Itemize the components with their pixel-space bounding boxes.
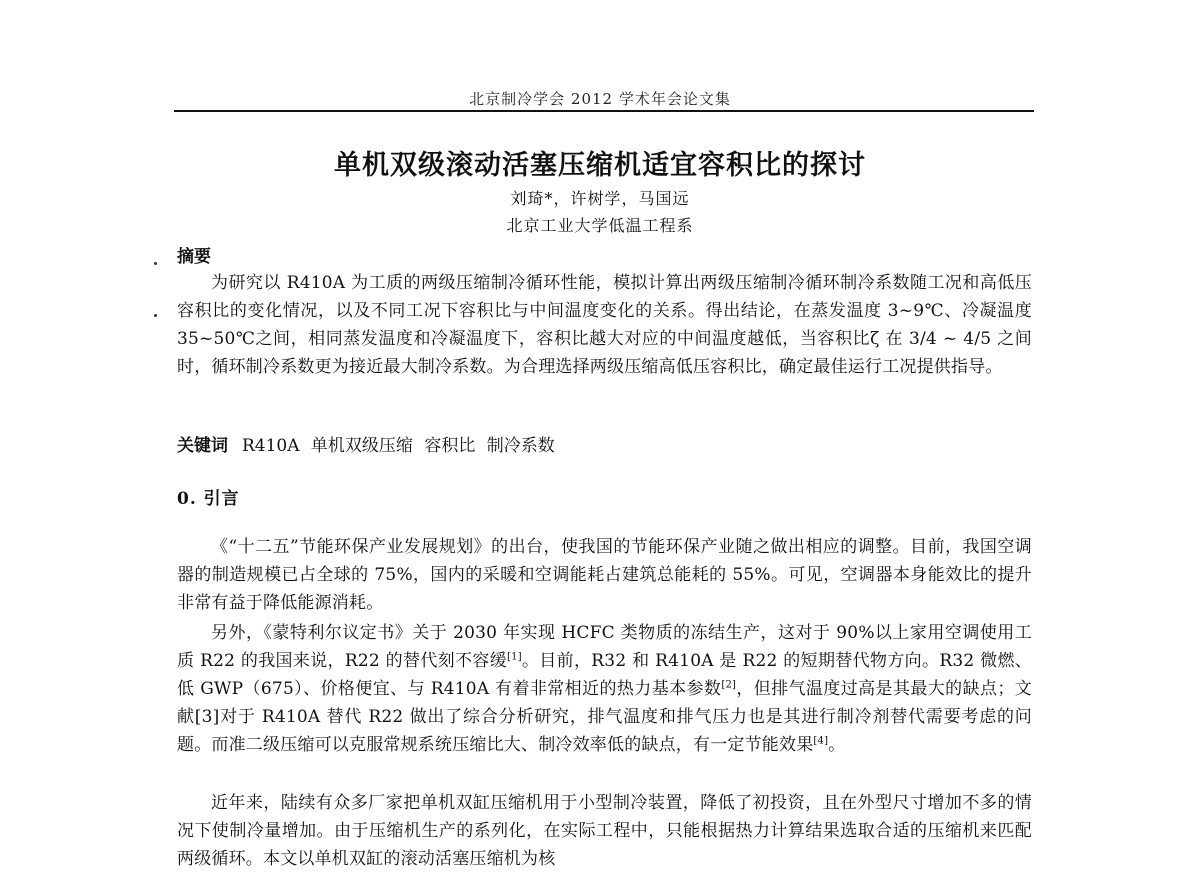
paragraph-text: ，但排气温度过高是其最大的缺点；文献[3]对于 R410A 替代 R22 做出了综合分析研究，排气温度和排气压力也是其进行制冷剂替代需要考虑的问题。而准二级压缩可以克服常规系统压缩比大、制冷效率低的缺点，有一定节能效果 (177, 679, 1033, 755)
citation-ref[interactable]: [2] (721, 679, 737, 691)
body-paragraph: 近年来，陆续有众多厂家把单机双缸压缩机用于小型制冷装置，降低了初投资，且在外型尺寸增加不多的情况下使制冷量增加。由于压缩机生产的系列化，在实际工程中，只能根据热力计算结果选取合适的压缩机来匹配两级循环。本文以单机双缸的滚动活塞压缩机为核 (177, 793, 1032, 869)
body-paragraph: 《“十二五”节能环保产业发展规划》的出台，使我国的节能环保产业随之做出相应的调整。目前，我国空调器的制造规模已占全球的 75%，国内的采暖和空调能耗占建筑总能耗的 55%。可见，空调器本身能效比的提升非常有益于降低能源消耗。 (177, 537, 1032, 613)
paragraph-text: 。 (828, 735, 846, 755)
paper-authors: 刘琦*，许树学，马国远 (510, 189, 690, 208)
keywords-values: R410A 单机双级压缩 容积比 制冷系数 (242, 436, 555, 456)
scan-speck (154, 314, 157, 317)
header-rule (174, 110, 1034, 112)
paragraph-text: 另外，《蒙特利尔议定书》关于 2030 年实现 HCFC 类物质的冻结生产，这对于 90%以上家用空调使用工质 R22 的我国来说，R22 的替代刻不容缓 (177, 623, 1032, 671)
abstract-heading: 摘要 (177, 247, 211, 267)
paper-title: 单机双级滚动活塞压缩机适宜容积比的探讨 (334, 150, 866, 181)
body-paragraph (177, 619, 1032, 759)
keywords-line (177, 431, 555, 456)
citation-ref[interactable]: [1] (507, 651, 522, 663)
citation-ref[interactable]: [4] (813, 735, 829, 747)
section-heading: 0. 引言 (177, 489, 240, 509)
running-header: 北京制冷学会 2012 学术年会论文集 (469, 90, 731, 108)
abstract-body: 为研究以 R410A 为工质的两级压缩制冷循环性能，模拟计算出两级压缩制冷循环制冷系数随工况和高低压容积比的变化情况，以及不同工况下容积比与中间温度变化的关系。得出结论，在蒸发温度 3~9℃、冷凝温度 35~50℃之间，相同蒸发温度和冷凝温度下，容积比越大对应的中间温度越低，当容积比ζ 在 3/4 ~ 4/5 之间时，循环制冷系数更为接近最大制冷系数。为合理选择两级压缩高低压容积比，确定最佳运行工况提供指导。 (177, 273, 1032, 377)
paper-affiliation: 北京工业大学低温工程系 (506, 216, 694, 235)
paragraph-text: 。目前，R32 和 R410A 是 R22 的短期替代物方向。R32 微燃、低 GWP（675）、价格便宜、与 R410A 有着非常相近的热力基本参数 (177, 651, 1032, 699)
scan-speck (154, 262, 157, 265)
keywords-label: 关键词 (177, 436, 228, 456)
